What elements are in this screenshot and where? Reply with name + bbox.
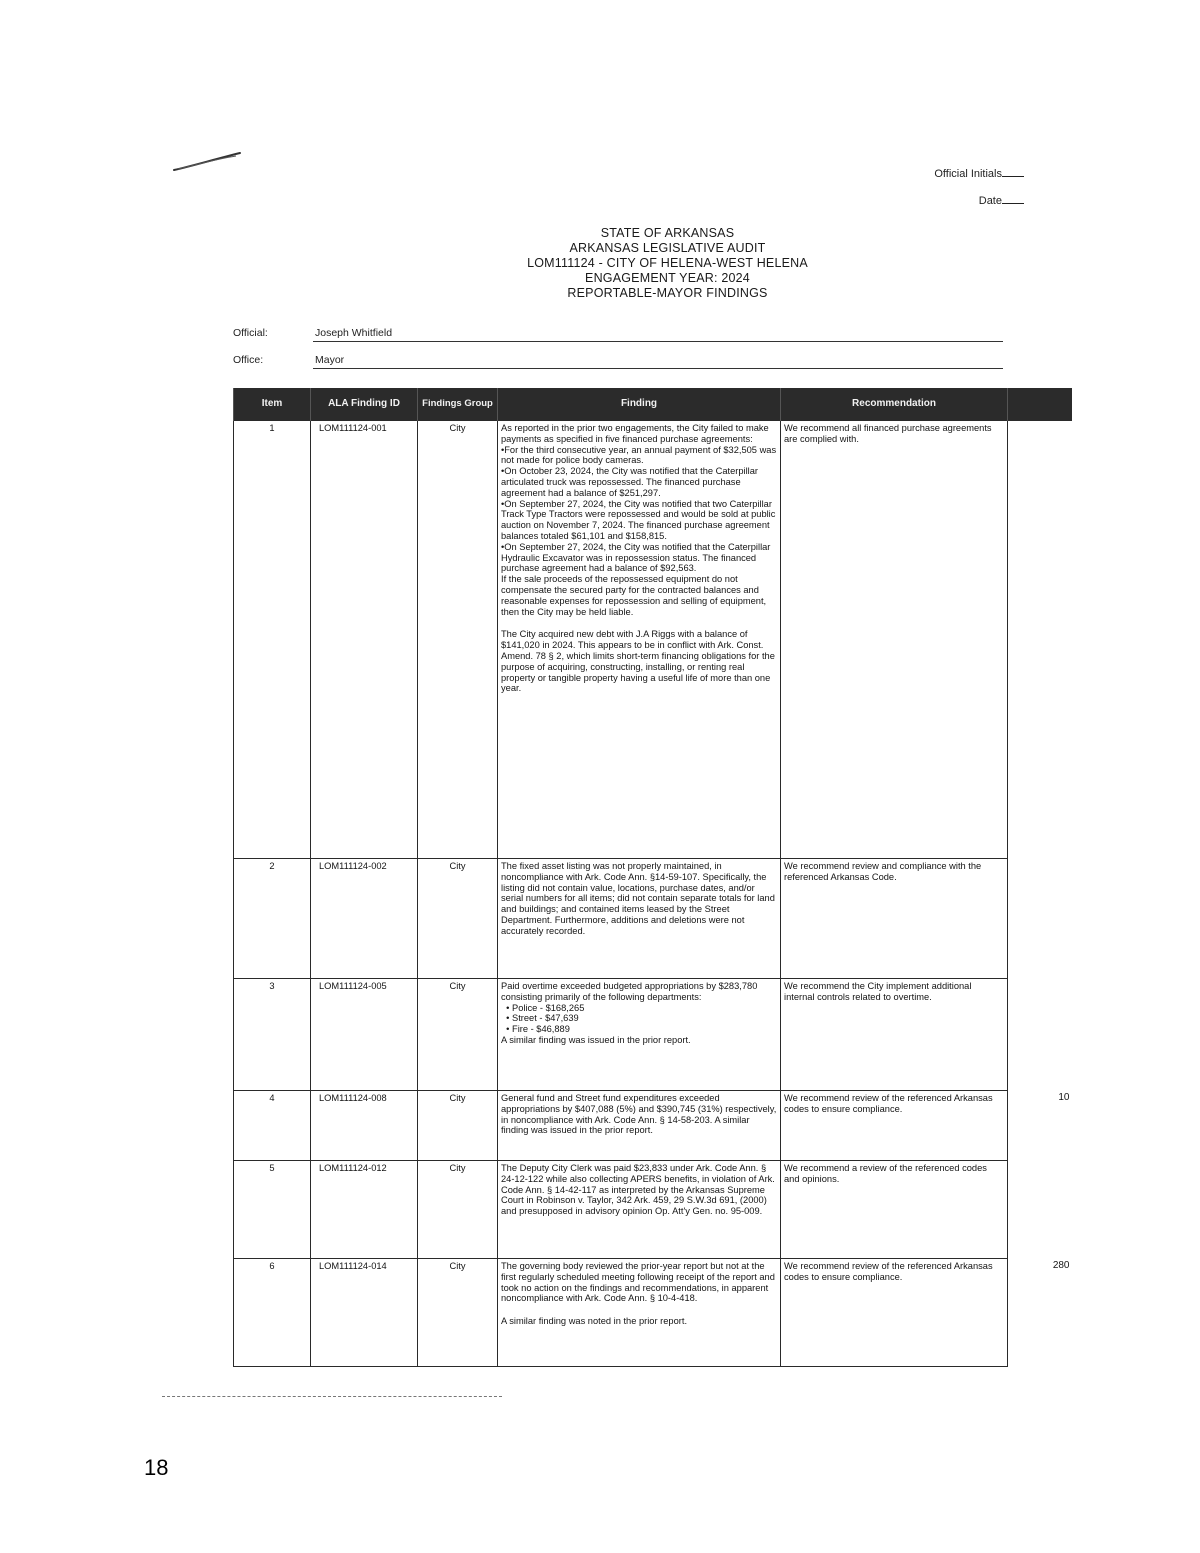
- cell-margin-mark: [1008, 1161, 1072, 1259]
- cell-recommendation: [781, 1091, 1008, 1161]
- finding-paragraph: A similar finding was noted in the prior report.: [501, 1316, 688, 1327]
- finding-paragraph: A similar finding was issued in the prior report.: [501, 1034, 691, 1045]
- table-row: [234, 979, 1072, 1091]
- table-row: [234, 1259, 1072, 1367]
- cell-margin-mark: [1008, 979, 1072, 1091]
- report-title-block: [470, 226, 865, 301]
- finding-paragraph: General fund and Street fund expenditures exceeded appropriations by $407,088 (5%) and $390,745 (31%) respectively, in noncompliance with Ark. Code Ann. § 14-58-203. A similar finding was issued in the prior report.: [501, 1093, 779, 1136]
- title-line-agency: ARKANSAS LEGISLATIVE AUDIT: [569, 241, 766, 255]
- cell-recommendation: [781, 1161, 1008, 1259]
- cell-item-number: 3: [234, 979, 311, 1091]
- table-header-row: [234, 388, 1072, 421]
- cell-finding-id: LOM111124-008: [311, 1091, 418, 1161]
- finding-paragraph: If the sale proceeds of the repossessed equipment do not compensate the secured party for the contracted balances and reasonable expenses for repossession and selling of equipment, then the City may be held liable.: [501, 574, 769, 617]
- official-initials: [934, 166, 1024, 180]
- cell-item-number: 4: [234, 1091, 311, 1161]
- cell-findings-group: City: [418, 1161, 498, 1259]
- pen-stroke-mark: [172, 150, 244, 174]
- table-row: [234, 1091, 1072, 1161]
- recommendation-text: We recommend the City implement additional internal controls related to overtime.: [784, 981, 972, 1002]
- cell-recommendation: [781, 421, 1008, 859]
- recommendation-text: We recommend a review of the referenced codes and opinions.: [784, 1163, 987, 1184]
- official-label: Official:: [233, 327, 268, 339]
- cell-item-number: 6: [234, 1259, 311, 1367]
- cell-findings-group: City: [418, 859, 498, 979]
- col-header-recommendation: Recommendation: [781, 388, 1008, 421]
- cell-finding: [498, 1161, 781, 1259]
- recommendation-text: We recommend review of the referenced Arkansas codes to ensure compliance.: [784, 1261, 993, 1282]
- title-line-year: ENGAGEMENT YEAR: 2024: [585, 271, 750, 285]
- office-underline: [313, 368, 1003, 369]
- cell-finding: [498, 979, 781, 1091]
- initials-blank: [1002, 166, 1024, 177]
- finding-paragraph: The City acquired new debt with J.A Riggs with a balance of $141,020 in 2024. This appears to be in conflict with Ark. Const. Amend. 78 § 2, which limits short-term financing obligations for the purpose of acquiring, constructing, installing, or renting real property or tangible property having a useful life of more than one year.: [501, 629, 778, 694]
- cell-recommendation: [781, 859, 1008, 979]
- finding-paragraph: •On September 27, 2024, the City was notified that the Caterpillar Hydraulic Excavator was in repossession status. The financed purchase agreement had a balance of $92,563.: [501, 541, 773, 574]
- col-header-findings-group: Findings Group: [418, 388, 498, 421]
- official-name: Joseph Whitfield: [315, 327, 393, 339]
- cell-margin-mark: 10: [1058, 1091, 1070, 1103]
- title-line-entity: LOM111124 - CITY OF HELENA-WEST HELENA: [527, 256, 808, 270]
- cell-margin-mark: [1008, 421, 1072, 859]
- col-header-finding: Finding: [498, 388, 781, 421]
- finding-paragraph: • Fire - $46,889: [501, 1024, 570, 1035]
- table-row: [234, 1161, 1072, 1259]
- table-row: [234, 859, 1072, 979]
- cell-finding-id: LOM111124-012: [311, 1161, 418, 1259]
- cell-finding-id: LOM111124-002: [311, 859, 418, 979]
- finding-paragraph: • Police - $168,265: [501, 1002, 585, 1013]
- finding-paragraph: Paid overtime exceeded budgeted appropriations by $283,780 consisting primarily of the following departments:: [501, 981, 760, 1002]
- official-underline: [313, 341, 1003, 342]
- cell-margin-mark: 280: [1052, 1259, 1070, 1271]
- cell-recommendation: [781, 979, 1008, 1091]
- finding-paragraph: As reported in the prior two engagements, the City failed to make payments as specified in five financed purchase agreements:: [501, 423, 772, 444]
- cell-recommendation: [781, 1259, 1008, 1367]
- date-field: [979, 193, 1024, 207]
- cell-finding-id: LOM111124-005: [311, 979, 418, 1091]
- col-header-finding-id: ALA Finding ID: [311, 388, 418, 421]
- finding-paragraph: The Deputy City Clerk was paid $23,833 under Ark. Code Ann. § 24-12-122 while also collecting APERS benefits, in violation of Ark. Code Ann. § 14-42-117 as interpreted by the Arkansas Supreme Court in Robinson v. Taylor, 342 Ark. 459, 29 S.W.3d 691, (2000) and presupposed in advisory opinion Op. Att'y Gen. no. 95-009.: [501, 1163, 778, 1217]
- cell-finding-id: LOM111124-001: [311, 421, 418, 859]
- finding-paragraph: The fixed asset listing was not properly maintained, in noncompliance with Ark. Code Ann. §14-59-107. Specifically, the listing did not contain value, locations, purchase dates, and/or serial numbers for all items; did not contain separate totals for land and buildings; and contained items leased by the Street Department. Furthermore, additions and deletions were not accurately recorded.: [501, 861, 778, 936]
- cell-finding: [498, 421, 781, 859]
- finding-paragraph: •On October 23, 2024, the City was notified that the Caterpillar articulated truck was repossessed. The financed purchase agreement had a balance of $251,297.: [501, 466, 761, 498]
- finding-paragraph: • Street - $47,639: [501, 1013, 579, 1024]
- cell-item-number: 5: [234, 1161, 311, 1259]
- findings-table-body: [234, 421, 1072, 1367]
- col-header-blank: [1008, 388, 1072, 421]
- cell-findings-group: City: [418, 1091, 498, 1161]
- title-line-state: STATE OF ARKANSAS: [600, 226, 735, 240]
- recommendation-text: We recommend review of the referenced Arkansas codes to ensure compliance.: [784, 1093, 993, 1114]
- finding-paragraph: The governing body reviewed the prior-year report but not at the first regularly scheduled meeting following receipt of the report and took no action on the findings and recommendations, in apparent noncompliance with Ark. Code Ann. § 10-4-418.: [501, 1261, 778, 1304]
- cell-findings-group: City: [418, 421, 498, 859]
- office-label: Office:: [233, 354, 264, 366]
- recommendation-text: We recommend review and compliance with the referenced Arkansas Code.: [784, 861, 982, 882]
- official-row: [233, 327, 1003, 343]
- date-label: Date: [978, 195, 1002, 207]
- col-header-item: Item: [234, 388, 311, 421]
- table-row: [234, 421, 1072, 859]
- cell-finding: [498, 859, 781, 979]
- title-line-report: REPORTABLE-MAYOR FINDINGS: [567, 286, 768, 300]
- official-initials-label: Official Initials: [934, 168, 1002, 180]
- cell-finding-id: LOM111124-014: [311, 1259, 418, 1367]
- findings-table: [233, 388, 1072, 1367]
- cell-finding: [498, 1091, 781, 1161]
- cell-findings-group: City: [418, 979, 498, 1091]
- cell-item-number: 1: [234, 421, 311, 859]
- cell-margin-mark: [1008, 859, 1072, 979]
- recommendation-text: We recommend all financed purchase agreements are complied with.: [784, 423, 992, 444]
- date-blank: [1002, 193, 1024, 204]
- office-row: [233, 354, 1003, 370]
- page-number: 18: [144, 1455, 169, 1480]
- cell-item-number: 2: [234, 859, 311, 979]
- finding-paragraph: •On September 27, 2024, the City was notified that two Caterpillar Track Type Tractors were repossessed and would be sold at public auction on November 7, 2024. The financed purchase agreement balances totaled $61,101 and $158,815.: [501, 498, 778, 541]
- cell-findings-group: City: [418, 1259, 498, 1367]
- finding-paragraph: •For the third consecutive year, an annual payment of $32,505 was not made for police body cameras.: [501, 444, 779, 466]
- cell-finding: [498, 1259, 781, 1367]
- office-name: Mayor: [315, 354, 345, 366]
- bottom-dashed-line: [162, 1396, 502, 1397]
